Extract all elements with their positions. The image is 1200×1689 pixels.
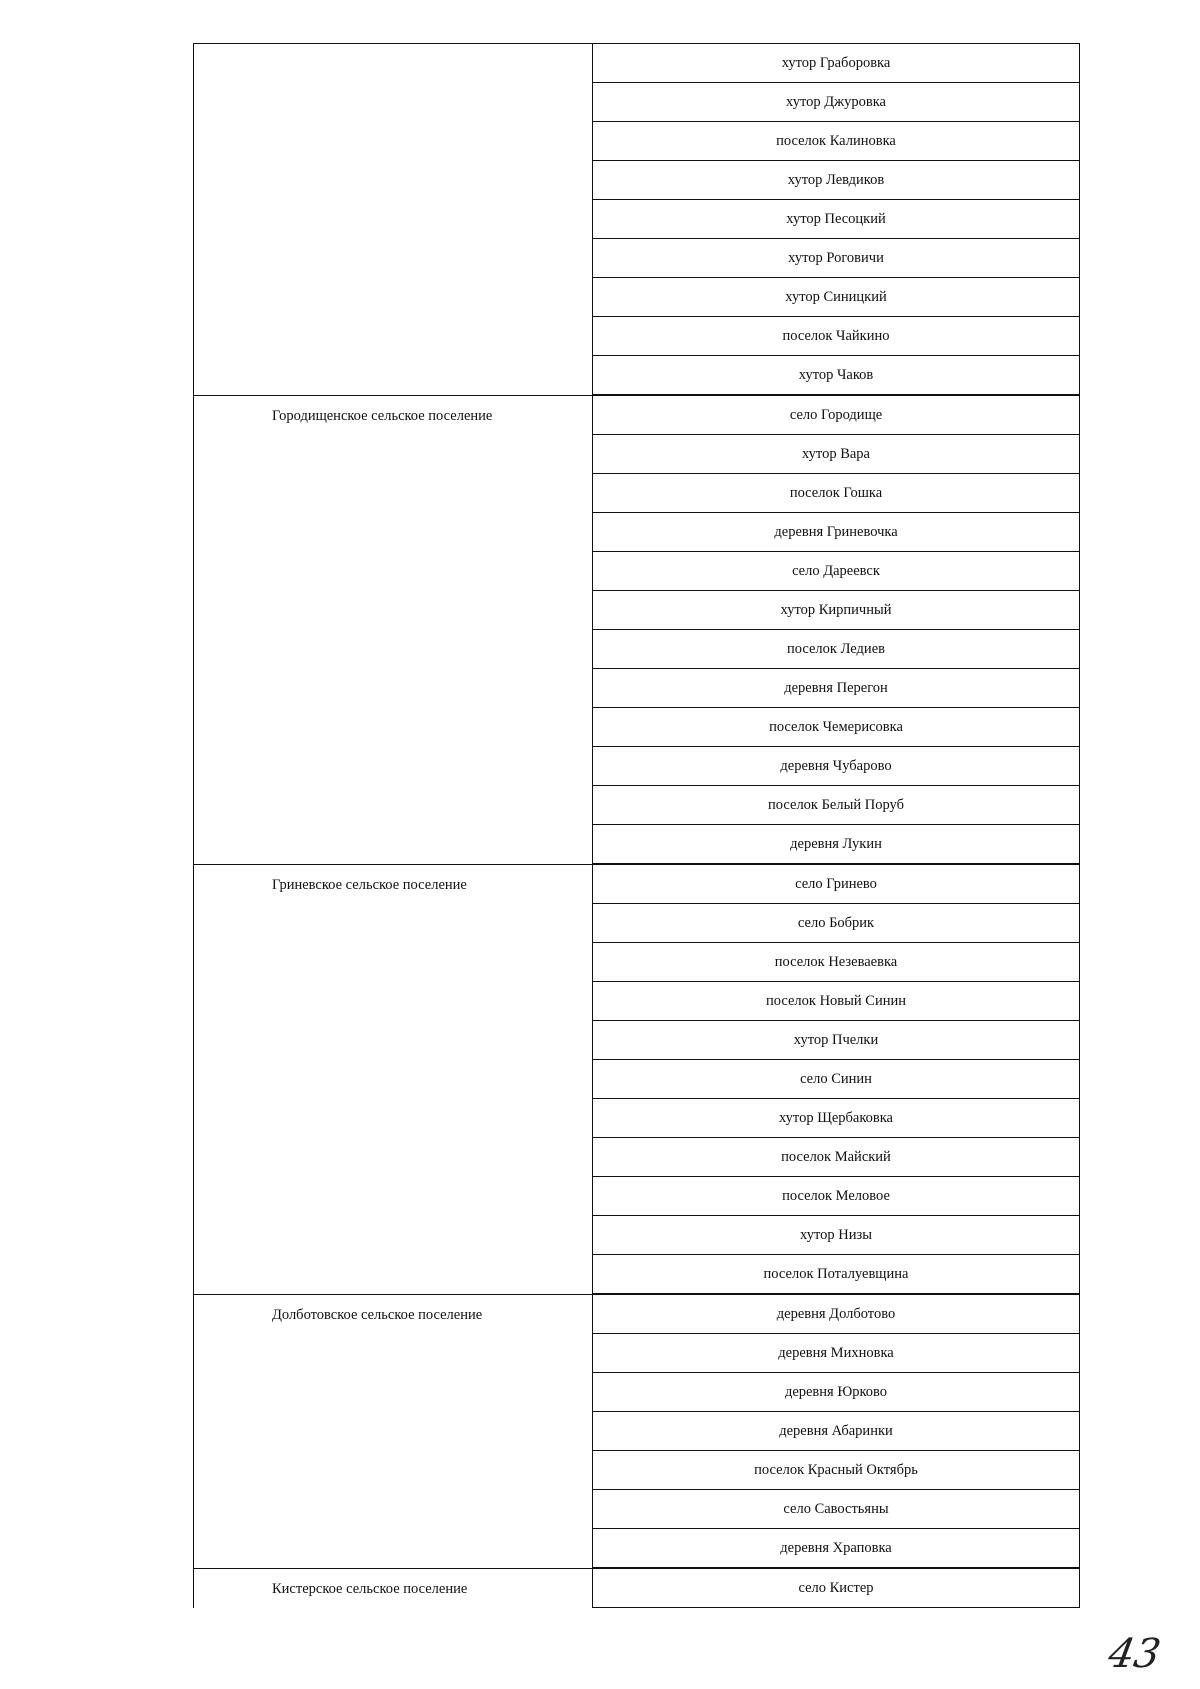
settlement-name-cell xyxy=(194,1295,593,1568)
locality-list xyxy=(593,1569,1080,1608)
settlement-group xyxy=(193,395,1080,864)
locality-row: поселок Калиновка xyxy=(593,122,1080,161)
settlement-name-cell xyxy=(194,44,593,395)
locality-row: хутор Вара xyxy=(593,435,1080,474)
locality-row: хутор Пчелки xyxy=(593,1021,1080,1060)
locality-row: село Дареевск xyxy=(593,552,1080,591)
locality-row: хутор Синицкий xyxy=(593,278,1080,317)
locality-list xyxy=(593,1295,1080,1568)
locality-row: село Бобрик xyxy=(593,904,1080,943)
locality-row: село Синин xyxy=(593,1060,1080,1099)
locality-row: хутор Щербаковка xyxy=(593,1099,1080,1138)
page-number: 43 xyxy=(1105,1631,1165,1677)
locality-row: село Кистер xyxy=(593,1569,1080,1608)
locality-row: поселок Чайкино xyxy=(593,317,1080,356)
locality-row: хутор Песоцкий xyxy=(593,200,1080,239)
settlement-name: Городищенское сельское поселение xyxy=(272,408,493,424)
locality-list xyxy=(593,44,1080,395)
settlement-name: Кистерское сельское поселение xyxy=(272,1581,468,1597)
locality-row: поселок Незеваевка xyxy=(593,943,1080,982)
locality-row: поселок Гошка xyxy=(593,474,1080,513)
settlement-name-cell xyxy=(194,396,593,864)
settlements-table xyxy=(193,43,1080,1608)
locality-row: деревня Чубарово xyxy=(593,747,1080,786)
locality-row: деревня Абаринки xyxy=(593,1412,1080,1451)
settlement-group xyxy=(193,43,1080,395)
locality-row: поселок Ледиев xyxy=(593,630,1080,669)
settlement-group xyxy=(193,1294,1080,1568)
locality-row: деревня Гриневочка xyxy=(593,513,1080,552)
locality-row: село Городище xyxy=(593,396,1080,435)
locality-row: деревня Храповка xyxy=(593,1529,1080,1568)
locality-row: хутор Низы xyxy=(593,1216,1080,1255)
locality-row: хутор Граборовка xyxy=(593,44,1080,83)
settlement-name-cell xyxy=(194,1569,593,1608)
settlement-name-cell xyxy=(194,865,593,1294)
locality-row: поселок Майский xyxy=(593,1138,1080,1177)
locality-row: поселок Чемерисовка xyxy=(593,708,1080,747)
locality-row: поселок Белый Поруб xyxy=(593,786,1080,825)
locality-row: поселок Поталуевщина xyxy=(593,1255,1080,1294)
locality-row: село Гринево xyxy=(593,865,1080,904)
locality-list xyxy=(593,396,1080,864)
locality-row: деревня Лукин xyxy=(593,825,1080,864)
locality-row: деревня Михновка xyxy=(593,1334,1080,1373)
locality-row: деревня Перегон xyxy=(593,669,1080,708)
locality-row: поселок Меловое xyxy=(593,1177,1080,1216)
locality-list xyxy=(593,865,1080,1294)
locality-row: село Савостьяны xyxy=(593,1490,1080,1529)
locality-row: деревня Долботово xyxy=(593,1295,1080,1334)
locality-row: хутор Чаков xyxy=(593,356,1080,395)
settlement-group xyxy=(193,864,1080,1294)
settlement-group xyxy=(193,1568,1080,1608)
locality-row: хутор Джуровка xyxy=(593,83,1080,122)
locality-row: поселок Новый Синин xyxy=(593,982,1080,1021)
locality-row: поселок Красный Октябрь xyxy=(593,1451,1080,1490)
settlement-name: Долботовское сельское поселение xyxy=(272,1307,483,1323)
locality-row: хутор Кирпичный xyxy=(593,591,1080,630)
locality-row: хутор Левдиков xyxy=(593,161,1080,200)
settlement-name: Гриневское сельское поселение xyxy=(272,877,467,893)
locality-row: деревня Юрково xyxy=(593,1373,1080,1412)
locality-row: хутор Роговичи xyxy=(593,239,1080,278)
